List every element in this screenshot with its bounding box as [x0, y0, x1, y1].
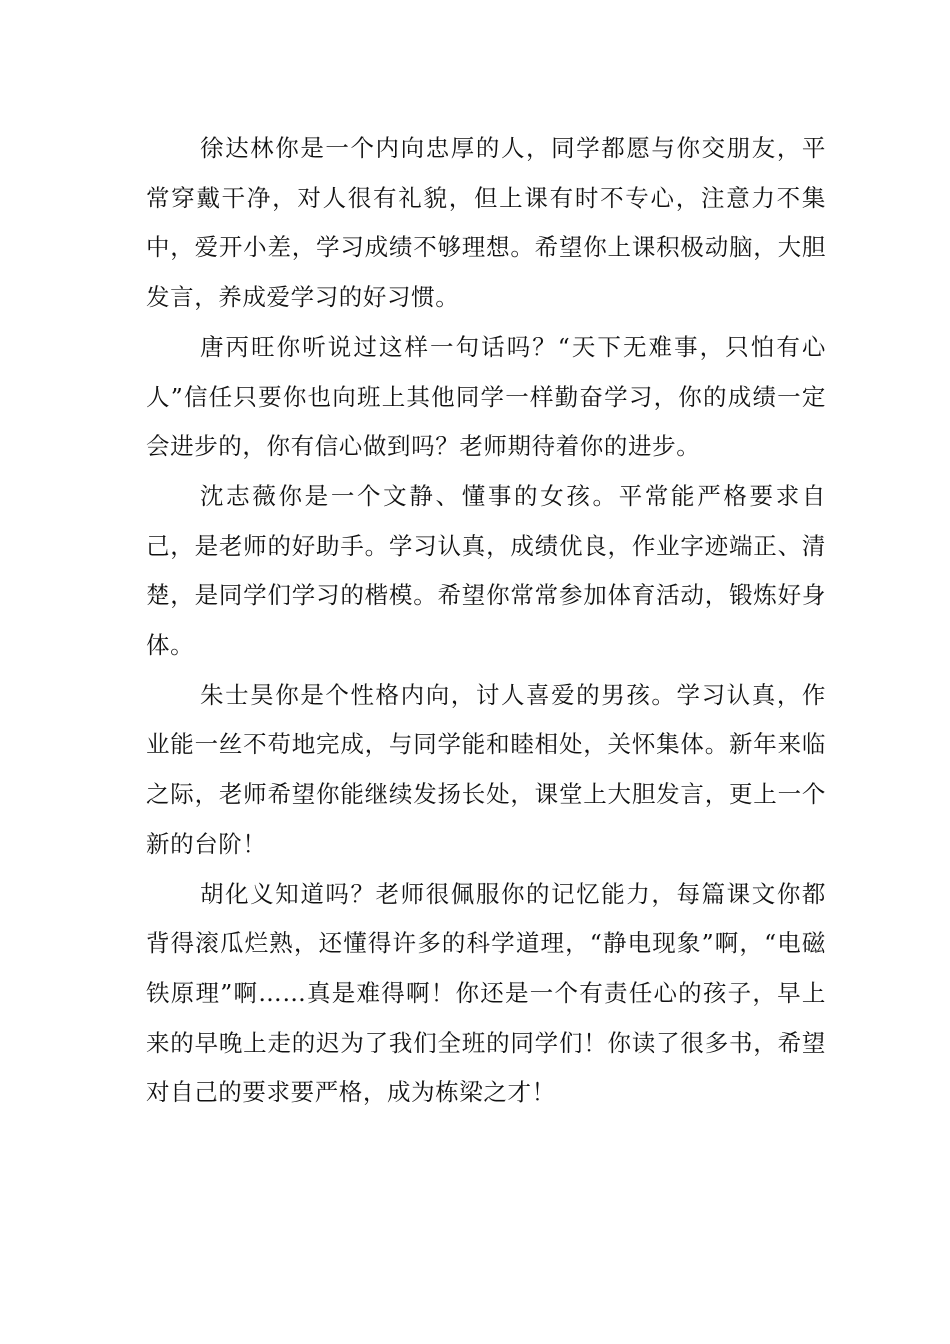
comment-paragraph-1: 徐达林你是一个内向忠厚的人，同学都愿与你交朋友，平常穿戴干净，对人很有礼貌，但上课有时不专心，注意力不集中，爱开小差，学习成绩不够理想。希望你上课积极动脑，大胆发言，养成爱学习的好习惯。: [146, 134, 826, 312]
comment-paragraph-4: 朱士昊你是个性格内向，讨人喜爱的男孩。学习认真，作业能一丝不苟地完成，与同学能和睦相处，关怀集体。新年来临之际，老师希望你能继续发扬长处，课堂上大胆发言，更上一个新的台阶！: [146, 680, 826, 858]
comment-paragraph-2: 唐丙旺你听说过这样一句话吗？“天下无难事，只怕有心人”信任只要你也向班上其他同学一样勤奋学习，你的成绩一定会进步的，你有信心做到吗？老师期待着你的进步。: [146, 332, 826, 461]
comment-paragraph-3: 沈志薇你是一个文静、懂事的女孩。平常能严格要求自己，是老师的好助手。学习认真，成绩优良，作业字迹端正、清楚，是同学们学习的楷模。希望你常常参加体育活动，锻炼好身体。: [146, 481, 826, 660]
document-page: [146, 124, 826, 1118]
comment-paragraph-5: 胡化义知道吗？老师很佩服你的记忆能力，每篇课文你都背得滚瓜烂熟，还懂得许多的科学道理，“静电现象”啊，“电磁铁原理”啊……真是难得啊！你还是一个有责任心的孩子，早上来的早晚上走的迟为了我们全班的同学们！你读了很多书，希望对自己的要求要严格，成为栋梁之才！: [146, 879, 826, 1107]
